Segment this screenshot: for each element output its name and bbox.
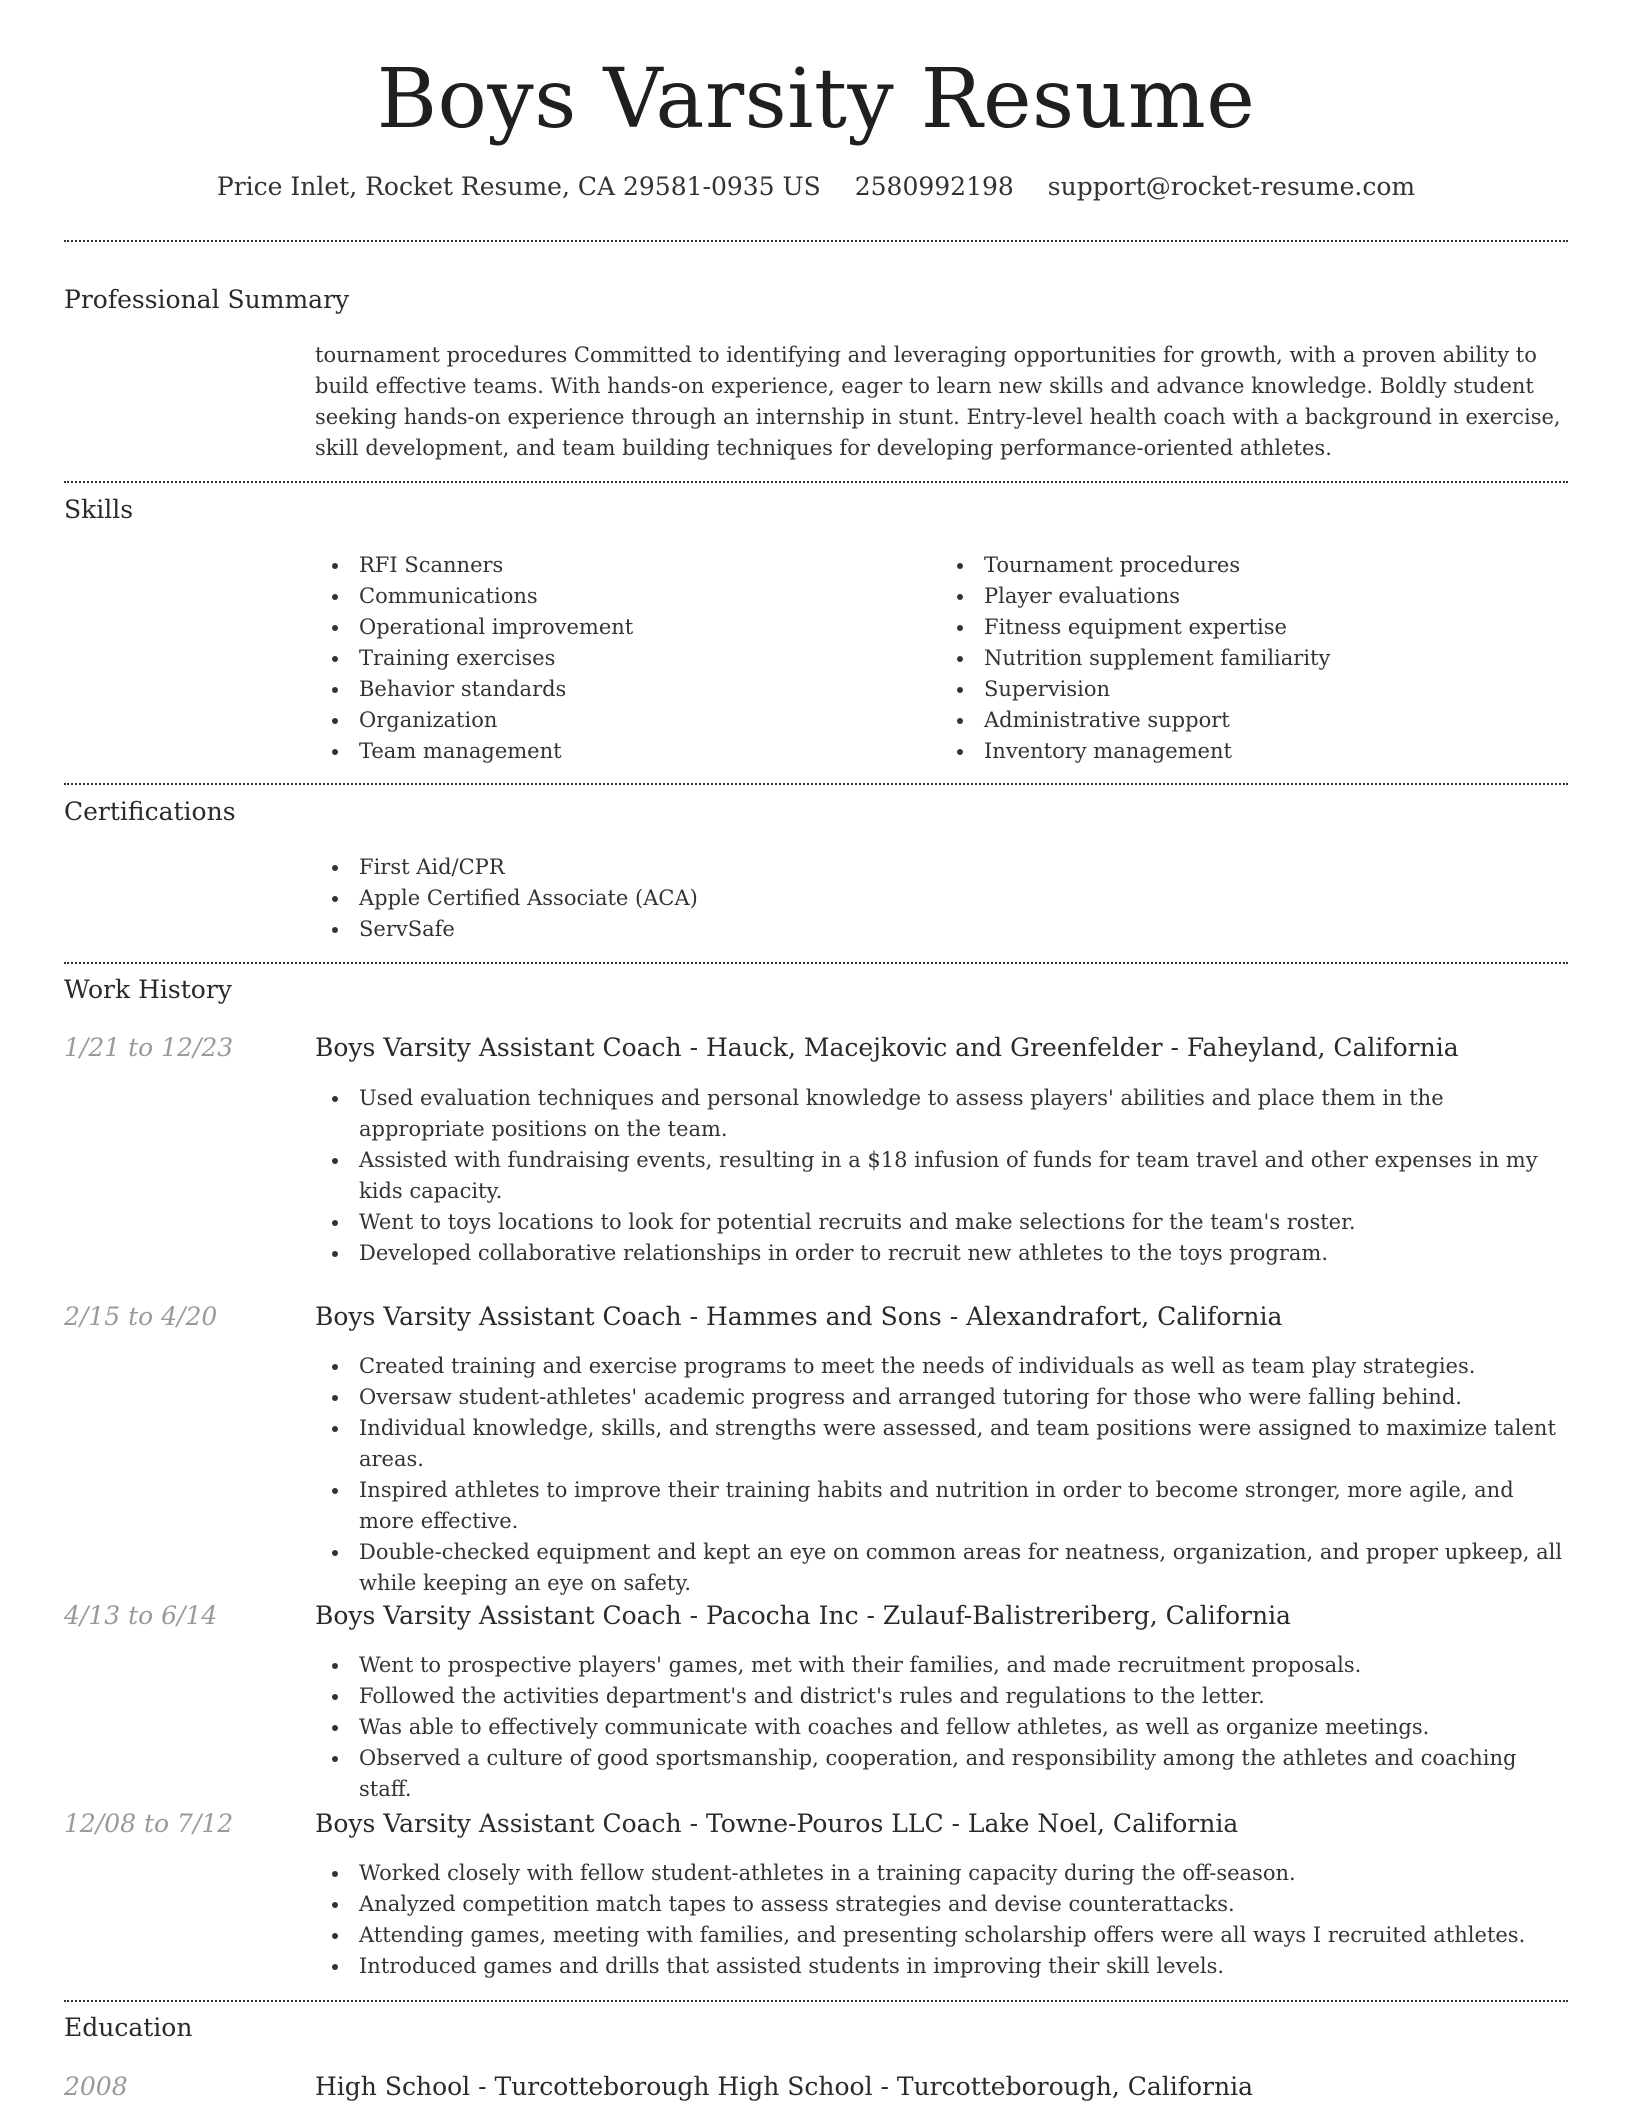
job-dates: 4/13 to 6/14 bbox=[64, 1601, 218, 1630]
list-item: Was able to effectively communicate with coaches and fellow athletes, as well as organize meetings. bbox=[359, 1712, 1565, 1743]
list-item: Individual knowledge, skills, and strengths were assessed, and team positions were assigned to maximize talent areas. bbox=[359, 1413, 1565, 1475]
resume-header bbox=[0, 0, 1632, 202]
list-item: Introduced games and drills that assisted students in improving their skill levels. bbox=[359, 1951, 1565, 1982]
list-item: RFI Scanners bbox=[359, 550, 940, 581]
job-bullets bbox=[315, 1650, 1565, 1805]
job-details bbox=[315, 1083, 1565, 1269]
skills-list-left bbox=[315, 550, 940, 767]
list-item: Analyzed competition match tapes to assess strategies and devise counterattacks. bbox=[359, 1889, 1565, 1920]
list-item: Player evaluations bbox=[984, 581, 1565, 612]
address: Price Inlet, Rocket Resume, CA 29581-0935 US bbox=[216, 172, 821, 201]
list-item: Followed the activities department's and district's rules and regulations to the letter. bbox=[359, 1681, 1565, 1712]
email: support@rocket-resume.com bbox=[1047, 172, 1416, 201]
job-details bbox=[315, 1351, 1565, 1599]
list-item: Went to toys locations to look for potential recruits and make selections for the team's roster. bbox=[359, 1207, 1565, 1238]
list-item: First Aid/CPR bbox=[359, 852, 1565, 883]
job-heading: Boys Varsity Assistant Coach - Hammes and Sons - Alexandrafort, California bbox=[315, 1302, 1283, 1331]
list-item: Team management bbox=[359, 736, 940, 767]
job-bullets bbox=[315, 1858, 1565, 1982]
list-item: Double-checked equipment and kept an eye on common areas for neatness, organization, and proper upkeep, all while keeping an eye on safety. bbox=[359, 1537, 1565, 1599]
skills-list-right bbox=[940, 550, 1565, 767]
job-details bbox=[315, 1650, 1565, 1805]
list-item: Training exercises bbox=[359, 643, 940, 674]
list-item: Oversaw student-athletes' academic progress and arranged tutoring for those who were falling behind. bbox=[359, 1382, 1565, 1413]
job-dates: 1/21 to 12/23 bbox=[64, 1033, 234, 1062]
list-item: Observed a culture of good sportsmanship, cooperation, and responsibility among the athletes and coaching staff. bbox=[359, 1743, 1565, 1805]
skills-section bbox=[315, 550, 1565, 767]
list-item: Fitness equipment expertise bbox=[984, 612, 1565, 643]
job-heading: Boys Varsity Assistant Coach - Hauck, Macejkovic and Greenfelder - Faheyland, California bbox=[315, 1033, 1459, 1062]
list-item: Used evaluation techniques and personal knowledge to assess players' abilities and place them in the appropriate positions on the team. bbox=[359, 1083, 1565, 1145]
list-item: Went to prospective players' games, met with their families, and made recruitment proposals. bbox=[359, 1650, 1565, 1681]
list-item: Nutrition supplement familiarity bbox=[984, 643, 1565, 674]
divider bbox=[64, 240, 1568, 242]
education-year: 2008 bbox=[64, 2072, 128, 2101]
certifications-list bbox=[315, 852, 1565, 945]
list-item: Worked closely with fellow student-athletes in a training capacity during the off-season. bbox=[359, 1858, 1565, 1889]
job-bullets bbox=[315, 1351, 1565, 1599]
list-item: Administrative support bbox=[984, 705, 1565, 736]
divider bbox=[64, 962, 1568, 964]
resume-name: Boys Varsity Resume bbox=[376, 52, 1256, 147]
job-bullets bbox=[315, 1083, 1565, 1269]
list-item: Created training and exercise programs to meet the needs of individuals as well as team play strategies. bbox=[359, 1351, 1565, 1382]
job-dates: 2/15 to 4/20 bbox=[64, 1302, 218, 1331]
list-item: Attending games, meeting with families, and presenting scholarship offers were all ways I recruited athletes. bbox=[359, 1920, 1565, 1951]
list-item: Inspired athletes to improve their training habits and nutrition in order to become stronger, more agile, and more effective. bbox=[359, 1475, 1565, 1537]
job-heading: Boys Varsity Assistant Coach - Pacocha Inc - Zulauf-Balistreriberg, California bbox=[315, 1601, 1291, 1630]
certifications-section bbox=[315, 852, 1565, 945]
list-item: Supervision bbox=[984, 674, 1565, 705]
list-item: Apple Certified Associate (ACA) bbox=[359, 883, 1565, 914]
divider bbox=[64, 2000, 1568, 2002]
contact-line bbox=[0, 172, 1632, 202]
job-details bbox=[315, 1858, 1565, 1982]
list-item: Tournament procedures bbox=[984, 550, 1565, 581]
phone: 2580992198 bbox=[854, 172, 1014, 201]
list-item: Assisted with fundraising events, resulting in a $18 infusion of funds for team travel and other expenses in my kids capacity. bbox=[359, 1145, 1565, 1207]
divider bbox=[64, 481, 1568, 483]
list-item: Organization bbox=[359, 705, 940, 736]
education-title: Education bbox=[64, 2013, 193, 2042]
list-item: Inventory management bbox=[984, 736, 1565, 767]
certifications-title: Certifications bbox=[64, 797, 236, 826]
list-item: ServSafe bbox=[359, 914, 1565, 945]
list-item: Developed collaborative relationships in order to recruit new athletes to the toys program. bbox=[359, 1238, 1565, 1269]
summary-section bbox=[315, 340, 1565, 464]
list-item: Behavior standards bbox=[359, 674, 940, 705]
divider bbox=[64, 783, 1568, 785]
summary-text: tournament procedures Committed to identifying and leveraging opportunities for growth, with a proven ability to build effective teams. With hands-on experience, eager to learn new skills and advance knowledge. Boldly student seeking hands-on experience through an internship in stunt. Entry-level health coach with a background in exercise, skill development, and team building techniques for developing performance-oriented athletes. bbox=[315, 343, 1561, 460]
job-heading: Boys Varsity Assistant Coach - Towne-Pouros LLC - Lake Noel, California bbox=[315, 1809, 1239, 1838]
summary-title: Professional Summary bbox=[64, 285, 350, 314]
job-dates: 12/08 to 7/12 bbox=[64, 1809, 234, 1838]
education-heading: High School - Turcotteborough High School - Turcotteborough, California bbox=[315, 2072, 1254, 2101]
list-item: Operational improvement bbox=[359, 612, 940, 643]
work-history-title: Work History bbox=[64, 975, 232, 1004]
list-item: Communications bbox=[359, 581, 940, 612]
skills-title: Skills bbox=[64, 495, 134, 524]
